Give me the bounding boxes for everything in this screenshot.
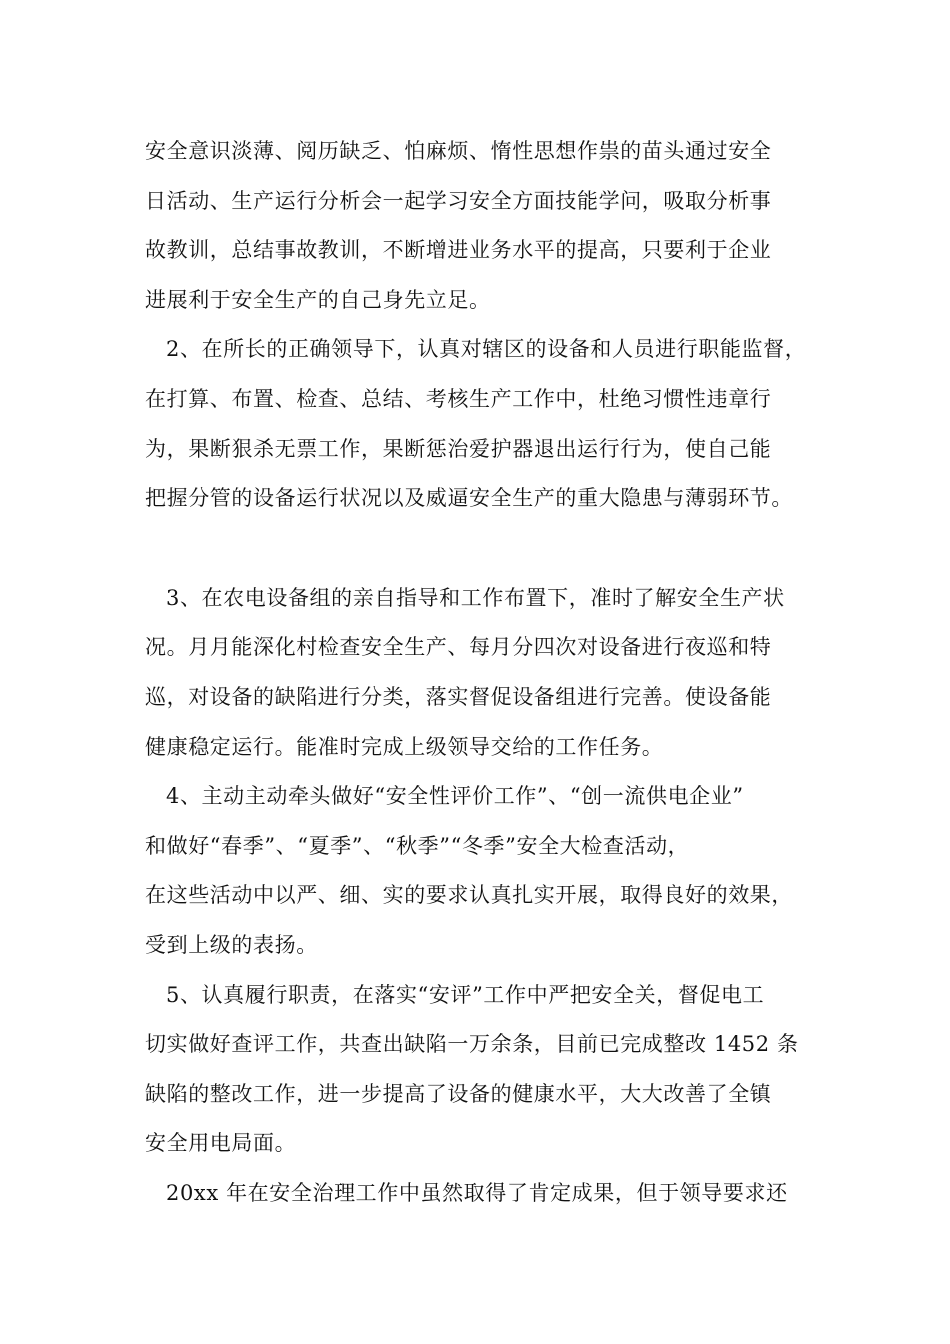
text-line: 2、在所长的正确领导下，认真对辖区的设备和人员进行职能监督， (166, 337, 807, 362)
paragraph-1-continuation (145, 127, 825, 325)
paragraph-6 (145, 1169, 825, 1219)
text-line: 日活动、生产运行分析会一起学习安全方面技能学问，吸取分析事 (145, 188, 772, 213)
text-line: 切实做好查评工作，共查出缺陷一万余条，目前已完成整改 1452 条 (145, 1032, 799, 1057)
text-line: 20xx 年在安全治理工作中虽然取得了肯定成果，但于领导要求还 (166, 1180, 788, 1205)
text-line: 和做好“春季”、“夏季”、“秋季”“冬季”安全大检查活动， (145, 833, 690, 858)
paragraph-spacer (145, 524, 825, 574)
paragraph-5 (145, 971, 825, 1169)
text-line: 巡，对设备的缺陷进行分类，落实督促设备组进行完善。使设备能 (145, 684, 772, 709)
text-line: 缺陷的整改工作，进一步提高了设备的健康水平，大大改善了全镇 (145, 1081, 772, 1106)
text-line: 况。月月能深化村检查安全生产、每月分四次对设备进行夜巡和特 (145, 635, 772, 660)
text-line: 健康稳定运行。能准时完成上级领导交给的工作任务。 (145, 734, 664, 759)
text-line: 在这些活动中以严、细、实的要求认真扎实开展，取得良好的效果， (145, 883, 793, 908)
text-line: 为，果断狠杀无票工作，果断惩治爱护器退出运行行为，使自己能 (145, 436, 772, 461)
text-line: 把握分管的设备运行状况以及威逼安全生产的重大隐患与薄弱环节。 (145, 486, 793, 511)
text-line: 3、在农电设备组的亲自指导和工作布置下，准时了解安全生产状 (166, 585, 785, 610)
text-line: 4、主动主动牵头做好“安全性评价工作”、“创一流供电企业” (166, 784, 744, 809)
paragraph-3 (145, 574, 825, 772)
text-line: 故教训，总结事故教训，不断增进业务水平的提高，只要利于企业 (145, 238, 772, 263)
text-line: 安全意识淡薄、阅历缺乏、怕麻烦、惰性思想作祟的苗头通过安全 (145, 139, 772, 163)
text-line: 进展利于安全生产的自己身先立足。 (145, 287, 491, 312)
paragraph-4 (145, 772, 825, 970)
text-line: 安全用电局面。 (145, 1131, 297, 1156)
text-line: 5、认真履行职责，在落实“安评”工作中严把安全关，督促电工 (166, 982, 765, 1007)
text-line: 在打算、布置、检查、总结、考核生产工作中，杜绝习惯性违章行 (145, 386, 772, 411)
paragraph-2 (145, 325, 825, 523)
text-line: 受到上级的表扬。 (145, 932, 318, 957)
document-body (145, 127, 825, 1218)
